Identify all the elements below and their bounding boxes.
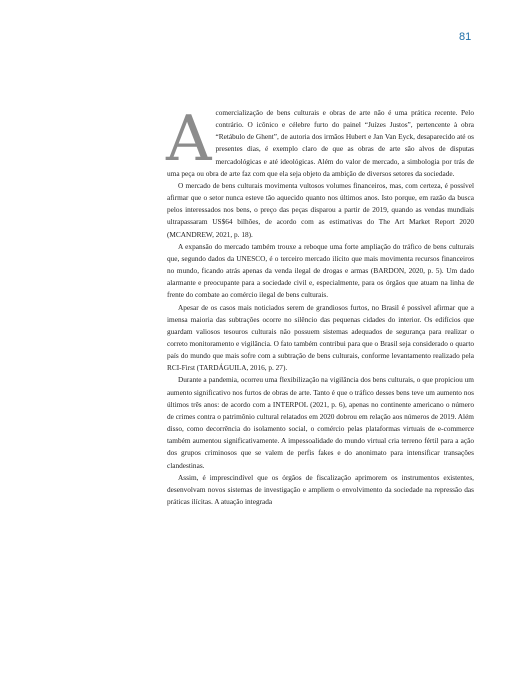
paragraph: A expansão do mercado também trouxe a reboque uma forte ampliação do tráfico de bens culturais que, segundo dados da UNESCO, é o terceiro mercado ilícito que mais movimenta recursos financeiros no mundo, ficando atrás apenas da venda ilegal de drogas e armas (BARDON, 2020, p. 5). Um dado alarmante e preocupante para a sociedade civil e, especialmente, para os órgãos que atuam na linha de frente do combate ao comércio ilegal de bens culturais. <box>167 241 474 300</box>
page-number: 81 <box>459 31 472 43</box>
paragraph: Apesar de os casos mais noticiados serem de grandiosos furtos, no Brasil é possível afirmar que a imensa maioria das subtrações ocorre no silêncio das pequenas cidades do interior. Os edifícios que guardam valiosos tesouros culturais não possuem sistemas adequados de segurança para realizar o correto monitoramento e vigilância. O fato também contribui para que o Brasil seja considerado o quarto país do mundo que mais sofre com a subtração de bens culturais, conforme levantamento realizado pela RCI-First (TARDÁGUILA, 2016, p. 27). <box>167 302 474 373</box>
drop-cap: A <box>166 102 212 175</box>
paragraph <box>166 102 474 180</box>
paragraph-text: comercialização de bens culturais e obras de arte não é uma prática recente. Pelo contrário. O icônico e célebre furto do painel “Juízes Justos”, pertencente à obra “Retábulo de Ghent”, de autoria dos irmãos Hubert e Jan Van Eyck, desaparecido até os presentes dias, é exemplo claro de que as obras de arte são alvos de disputas mercadológicas e até ideológicas. Além do valor de mercado, a simbologia por trás de uma peça ou obra de arte faz com que ela seja objeto da ambição de diversos setores da sociedade. <box>167 108 474 178</box>
paragraph: O mercado de bens culturais movimenta vultosos volumes financeiros, mas, com certeza, é possível afirmar que o setor nunca esteve tão aquecido quanto nos últimos anos. Isto porque, em razão da busca pelos interessados nos bens, o preço das peças disparou a partir de 2019, quando as vendas mundiais ultrapassaram US$64 bilhões, de acordo com as estimativas do The Art Market Report 2020 (MCANDREW, 2021, p. 18). <box>167 180 474 239</box>
paragraph: Assim, é imprescindível que os órgãos de fiscalização aprimorem os instrumentos existentes, desenvolvam novos sistemas de investigação e ampliem o envolvimento da sociedade na repressão das práticas ilícitas. A atuação integrada <box>167 472 474 506</box>
paragraph: Durante a pandemia, ocorreu uma flexibilização na vigilância dos bens culturais, o que propiciou um aumento significativo nos furtos de obras de arte. Tanto é que o tráfico desses bens teve um aumento nos últimos três anos: de acordo com a INTERPOL (2021, p. 6), apenas no continente americano o número de crimes contra o patrimônio cultural relatados em 2020 dobrou em relação aos números de 2019. Além disso, como decorrência do isolamento social, o comércio pelas plataformas virtuais de e-commerce também aumentou significativamente. A impessoalidade do mundo virtual cria terreno fértil para a ação dos grupos criminosos que se valem de perfis fakes e do anonimato para intensificar transações clandestinas. <box>167 375 474 470</box>
body-text <box>166 102 474 508</box>
